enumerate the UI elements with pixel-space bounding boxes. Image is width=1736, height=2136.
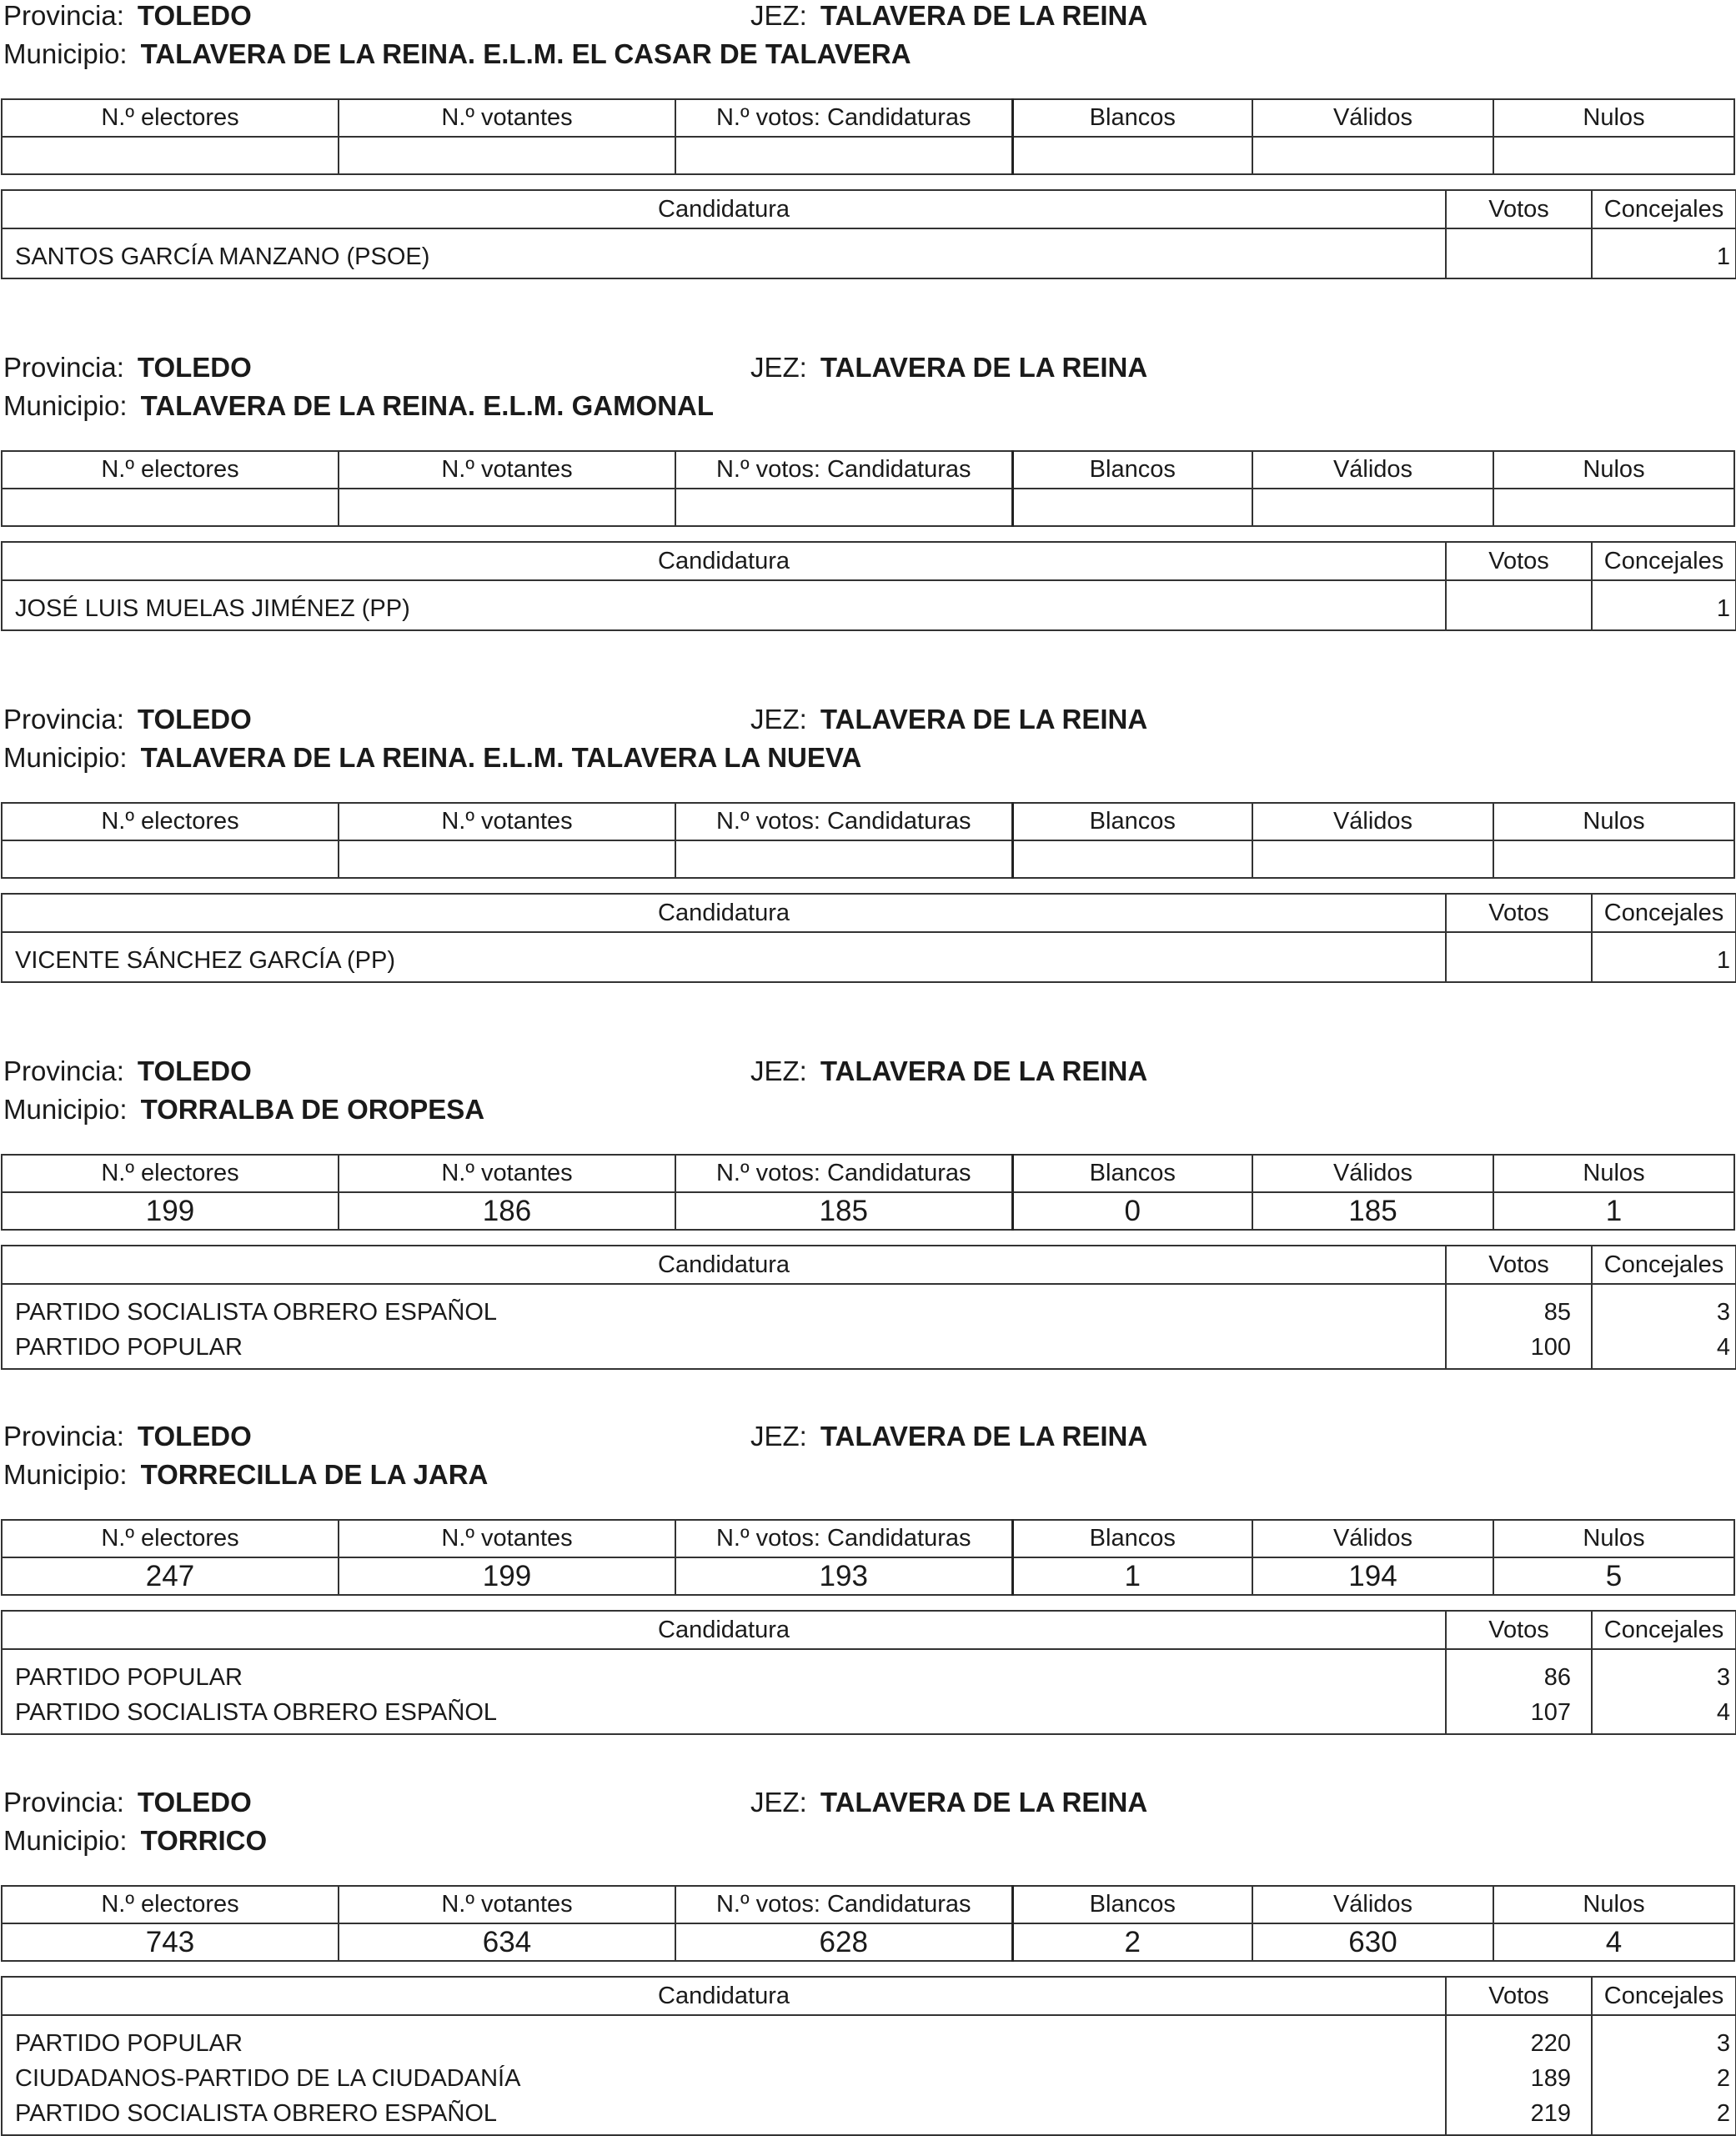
- candidate-row: [2, 932, 1736, 982]
- candidate-name: PARTIDO POPULAR: [2, 1649, 1446, 1695]
- stats-value-cell: 0: [1012, 1192, 1252, 1230]
- stats-value-cell: 743: [2, 1923, 339, 1961]
- stats-header-cell: Nulos: [1493, 451, 1734, 489]
- block-header: [0, 1787, 1736, 1866]
- candidate-row: [2, 1649, 1736, 1695]
- municipio-value: TALAVERA DE LA REINA. E.L.M. GAMONAL: [140, 390, 715, 421]
- stats-value-cell: [1012, 489, 1252, 526]
- stats-value-cell: [1493, 489, 1734, 526]
- stats-value-cell: [675, 840, 1012, 878]
- municipality-block: [0, 1421, 1736, 1726]
- stats-header-cell: N.º electores: [2, 1155, 339, 1192]
- provincia-value: TOLEDO: [137, 1787, 252, 1818]
- stats-value-cell: [1493, 840, 1734, 878]
- candidate-votes: 220: [1446, 2015, 1592, 2061]
- candidates-table: [1, 1976, 1736, 2136]
- jez-value: TALAVERA DE LA REINA: [820, 1787, 1148, 1818]
- stats-value-cell: 185: [675, 1192, 1012, 1230]
- stats-value-row: [2, 1923, 1734, 1961]
- stats-value-cell: 199: [339, 1557, 675, 1595]
- stats-value-cell: 1: [1012, 1557, 1252, 1595]
- candidates-header-row: [2, 1977, 1736, 2015]
- provincia-value: TOLEDO: [137, 0, 252, 31]
- stats-header-row: [2, 803, 1734, 840]
- stats-value-cell: [675, 489, 1012, 526]
- candidate-votes: [1446, 932, 1592, 982]
- stats-value-cell: [2, 840, 339, 878]
- candidates-header-cell: Concejales: [1592, 542, 1736, 580]
- candidate-votes: 189: [1446, 2061, 1592, 2096]
- stats-header-cell: Nulos: [1493, 1520, 1734, 1557]
- stats-header-cell: N.º votos: Candidaturas: [675, 99, 1012, 137]
- candidates-header-cell: Concejales: [1592, 894, 1736, 932]
- candidate-row: [2, 2096, 1736, 2135]
- candidate-name: PARTIDO POPULAR: [2, 2015, 1446, 2061]
- stats-table: [1, 1885, 1735, 1962]
- provincia-label: Provincia:: [3, 0, 124, 31]
- jez-label: JEZ:: [750, 1787, 807, 1818]
- stats-header-row: [2, 1886, 1734, 1923]
- stats-value-row: [2, 840, 1734, 878]
- candidate-votes: 86: [1446, 1649, 1592, 1695]
- candidate-seats: 3: [1592, 1649, 1736, 1695]
- candidate-seats: 3: [1592, 2015, 1736, 2061]
- candidate-votes: [1446, 228, 1592, 278]
- stats-value-cell: 4: [1493, 1923, 1734, 1961]
- stats-header-cell: N.º votos: Candidaturas: [675, 1155, 1012, 1192]
- candidate-seats: 2: [1592, 2096, 1736, 2135]
- candidates-table: [1, 893, 1736, 983]
- stats-header-row: [2, 99, 1734, 137]
- candidates-header-row: [2, 542, 1736, 580]
- jez-line: [750, 0, 1147, 32]
- jez-label: JEZ:: [750, 0, 807, 31]
- stats-header-cell: Válidos: [1252, 1155, 1493, 1192]
- candidates-header-cell: Candidatura: [2, 542, 1446, 580]
- provincia-line: [3, 352, 252, 384]
- stats-table: [1, 1519, 1735, 1596]
- stats-header-cell: Nulos: [1493, 1886, 1734, 1923]
- stats-table: [1, 1154, 1735, 1231]
- provincia-label: Provincia:: [3, 1787, 124, 1818]
- stats-value-row: [2, 1192, 1734, 1230]
- candidates-table: [1, 541, 1736, 631]
- stats-header-cell: N.º votantes: [339, 1155, 675, 1192]
- stats-header-cell: N.º votantes: [339, 1886, 675, 1923]
- stats-header-cell: N.º electores: [2, 451, 339, 489]
- candidate-name: PARTIDO SOCIALISTA OBRERO ESPAÑOL: [2, 1695, 1446, 1734]
- stats-value-row: [2, 1557, 1734, 1595]
- municipio-value: TALAVERA DE LA REINA. E.L.M. TALAVERA LA NUEVA: [140, 742, 862, 773]
- stats-table: [1, 98, 1735, 175]
- stats-value-cell: [1012, 137, 1252, 174]
- candidate-seats: 3: [1592, 1284, 1736, 1330]
- municipio-value: TORRALBA DE OROPESA: [140, 1094, 485, 1125]
- municipality-block: [0, 1055, 1736, 1361]
- stats-value-cell: 247: [2, 1557, 339, 1595]
- provincia-value: TOLEDO: [137, 352, 252, 383]
- stats-header-cell: Nulos: [1493, 99, 1734, 137]
- candidates-table: [1, 1245, 1736, 1370]
- municipio-label: Municipio:: [3, 38, 128, 69]
- provincia-line: [3, 1055, 252, 1087]
- stats-value-cell: 630: [1252, 1923, 1493, 1961]
- stats-value-cell: [339, 489, 675, 526]
- stats-header-cell: N.º votantes: [339, 451, 675, 489]
- stats-value-cell: 185: [1252, 1192, 1493, 1230]
- candidate-row: [2, 2061, 1736, 2096]
- candidate-seats: 1: [1592, 580, 1736, 630]
- candidate-row: [2, 1330, 1736, 1369]
- stats-header-cell: N.º votos: Candidaturas: [675, 1886, 1012, 1923]
- stats-header-cell: Blancos: [1012, 99, 1252, 137]
- municipio-value: TORRICO: [140, 1825, 268, 1856]
- stats-value-cell: 193: [675, 1557, 1012, 1595]
- stats-header-cell: N.º votantes: [339, 803, 675, 840]
- candidates-header-row: [2, 190, 1736, 228]
- stats-value-cell: 194: [1252, 1557, 1493, 1595]
- candidates-header-cell: Votos: [1446, 894, 1592, 932]
- candidate-seats: 1: [1592, 932, 1736, 982]
- stats-header-cell: Válidos: [1252, 803, 1493, 840]
- stats-value-cell: [1493, 137, 1734, 174]
- stats-header-cell: Nulos: [1493, 803, 1734, 840]
- stats-value-cell: 634: [339, 1923, 675, 1961]
- stats-value-row: [2, 489, 1734, 526]
- stats-header-cell: Blancos: [1012, 1155, 1252, 1192]
- stats-value-cell: [339, 840, 675, 878]
- provincia-label: Provincia:: [3, 352, 124, 383]
- candidates-table: [1, 1610, 1736, 1735]
- stats-value-cell: 199: [2, 1192, 339, 1230]
- stats-header-cell: N.º electores: [2, 99, 339, 137]
- stats-value-cell: [2, 489, 339, 526]
- candidate-name: PARTIDO SOCIALISTA OBRERO ESPAÑOL: [2, 1284, 1446, 1330]
- jez-line: [750, 1421, 1147, 1452]
- stats-header-row: [2, 1520, 1734, 1557]
- candidate-name: JOSÉ LUIS MUELAS JIMÉNEZ (PP): [2, 580, 1446, 630]
- municipio-line: [3, 742, 861, 774]
- candidates-header-cell: Votos: [1446, 542, 1592, 580]
- jez-value: TALAVERA DE LA REINA: [820, 0, 1148, 31]
- candidate-row: [2, 2015, 1736, 2061]
- candidate-seats: 2: [1592, 2061, 1736, 2096]
- stats-value-cell: [339, 137, 675, 174]
- stats-table: [1, 450, 1735, 527]
- jez-value: TALAVERA DE LA REINA: [820, 1055, 1148, 1086]
- jez-value: TALAVERA DE LA REINA: [820, 704, 1148, 735]
- candidates-header-cell: Candidatura: [2, 190, 1446, 228]
- candidates-header-cell: Candidatura: [2, 1611, 1446, 1649]
- candidate-seats: 1: [1592, 228, 1736, 278]
- stats-table: [1, 802, 1735, 879]
- jez-value: TALAVERA DE LA REINA: [820, 352, 1148, 383]
- provincia-label: Provincia:: [3, 704, 124, 735]
- stats-value-row: [2, 137, 1734, 174]
- municipio-line: [3, 1094, 484, 1126]
- stats-value-cell: [1252, 489, 1493, 526]
- stats-header-row: [2, 1155, 1734, 1192]
- stats-header-cell: N.º votos: Candidaturas: [675, 803, 1012, 840]
- provincia-label: Provincia:: [3, 1421, 124, 1452]
- jez-value: TALAVERA DE LA REINA: [820, 1421, 1148, 1452]
- provincia-line: [3, 1787, 252, 1818]
- provincia-line: [3, 1421, 252, 1452]
- stats-header-cell: N.º votantes: [339, 1520, 675, 1557]
- stats-header-cell: Válidos: [1252, 1520, 1493, 1557]
- municipality-block: [0, 1787, 1736, 2127]
- stats-header-cell: N.º votos: Candidaturas: [675, 1520, 1012, 1557]
- municipio-line: [3, 38, 911, 70]
- stats-header-cell: Blancos: [1012, 451, 1252, 489]
- candidates-header-row: [2, 894, 1736, 932]
- candidate-name: PARTIDO SOCIALISTA OBRERO ESPAÑOL: [2, 2096, 1446, 2135]
- block-header: [0, 1421, 1736, 1500]
- stats-header-cell: Válidos: [1252, 451, 1493, 489]
- stats-value-cell: [2, 137, 339, 174]
- stats-header-cell: Válidos: [1252, 1886, 1493, 1923]
- candidates-header-cell: Votos: [1446, 1246, 1592, 1284]
- block-header: [0, 0, 1736, 79]
- municipality-block: [0, 352, 1736, 622]
- candidate-name: SANTOS GARCÍA MANZANO (PSOE): [2, 228, 1446, 278]
- candidate-row: [2, 1695, 1736, 1734]
- candidates-header-cell: Concejales: [1592, 190, 1736, 228]
- candidates-table: [1, 189, 1736, 279]
- provincia-value: TOLEDO: [137, 1055, 252, 1086]
- stats-header-cell: Válidos: [1252, 99, 1493, 137]
- stats-value-cell: 1: [1493, 1192, 1734, 1230]
- stats-header-cell: N.º electores: [2, 1520, 339, 1557]
- jez-label: JEZ:: [750, 352, 807, 383]
- candidates-header-row: [2, 1246, 1736, 1284]
- candidates-header-cell: Candidatura: [2, 1977, 1446, 2015]
- municipio-line: [3, 1459, 488, 1491]
- candidate-votes: [1446, 580, 1592, 630]
- stats-header-cell: N.º votantes: [339, 99, 675, 137]
- candidates-header-cell: Concejales: [1592, 1611, 1736, 1649]
- provincia-value: TOLEDO: [137, 1421, 252, 1452]
- municipio-line: [3, 1825, 267, 1857]
- candidates-header-cell: Votos: [1446, 1611, 1592, 1649]
- candidate-name: CIUDADANOS-PARTIDO DE LA CIUDADANÍA: [2, 2061, 1446, 2096]
- jez-line: [750, 1055, 1147, 1087]
- candidate-name: VICENTE SÁNCHEZ GARCÍA (PP): [2, 932, 1446, 982]
- candidates-header-cell: Concejales: [1592, 1246, 1736, 1284]
- stats-header-cell: Blancos: [1012, 1520, 1252, 1557]
- block-header: [0, 1055, 1736, 1135]
- jez-line: [750, 352, 1147, 384]
- municipality-block: [0, 704, 1736, 974]
- candidate-row: [2, 580, 1736, 630]
- stats-header-row: [2, 451, 1734, 489]
- stats-header-cell: Nulos: [1493, 1155, 1734, 1192]
- candidate-row: [2, 1284, 1736, 1330]
- municipio-label: Municipio:: [3, 390, 128, 421]
- candidate-votes: 85: [1446, 1284, 1592, 1330]
- candidates-header-cell: Votos: [1446, 1977, 1592, 2015]
- municipio-label: Municipio:: [3, 742, 128, 773]
- jez-label: JEZ:: [750, 1421, 807, 1452]
- candidates-header-row: [2, 1611, 1736, 1649]
- stats-value-cell: 2: [1012, 1923, 1252, 1961]
- candidate-votes: 100: [1446, 1330, 1592, 1369]
- block-header: [0, 352, 1736, 431]
- stats-header-cell: N.º electores: [2, 1886, 339, 1923]
- block-header: [0, 704, 1736, 783]
- candidate-seats: 4: [1592, 1330, 1736, 1369]
- stats-header-cell: N.º electores: [2, 803, 339, 840]
- jez-label: JEZ:: [750, 1055, 807, 1086]
- provincia-label: Provincia:: [3, 1055, 124, 1086]
- jez-line: [750, 1787, 1147, 1818]
- stats-header-cell: N.º votos: Candidaturas: [675, 451, 1012, 489]
- municipio-line: [3, 390, 714, 422]
- candidates-header-cell: Votos: [1446, 190, 1592, 228]
- candidates-header-cell: Candidatura: [2, 894, 1446, 932]
- municipio-label: Municipio:: [3, 1094, 128, 1125]
- candidate-votes: 219: [1446, 2096, 1592, 2135]
- candidates-header-cell: Concejales: [1592, 1977, 1736, 2015]
- municipio-label: Municipio:: [3, 1825, 128, 1856]
- stats-value-cell: [675, 137, 1012, 174]
- jez-line: [750, 704, 1147, 735]
- provincia-value: TOLEDO: [137, 704, 252, 735]
- candidate-name: PARTIDO POPULAR: [2, 1330, 1446, 1369]
- stats-value-cell: 186: [339, 1192, 675, 1230]
- candidate-row: [2, 228, 1736, 278]
- municipio-label: Municipio:: [3, 1459, 128, 1490]
- stats-value-cell: [1252, 137, 1493, 174]
- stats-header-cell: Blancos: [1012, 1886, 1252, 1923]
- municipio-value: TORRECILLA DE LA JARA: [140, 1459, 489, 1490]
- stats-value-cell: [1252, 840, 1493, 878]
- municipio-value: TALAVERA DE LA REINA. E.L.M. EL CASAR DE TALAVERA: [140, 38, 911, 69]
- provincia-line: [3, 704, 252, 735]
- jez-label: JEZ:: [750, 704, 807, 735]
- municipality-block: [0, 0, 1736, 270]
- stats-value-cell: [1012, 840, 1252, 878]
- candidates-header-cell: Candidatura: [2, 1246, 1446, 1284]
- stats-value-cell: 628: [675, 1923, 1012, 1961]
- stats-value-cell: 5: [1493, 1557, 1734, 1595]
- provincia-line: [3, 0, 252, 32]
- candidate-seats: 4: [1592, 1695, 1736, 1734]
- stats-header-cell: Blancos: [1012, 803, 1252, 840]
- candidate-votes: 107: [1446, 1695, 1592, 1734]
